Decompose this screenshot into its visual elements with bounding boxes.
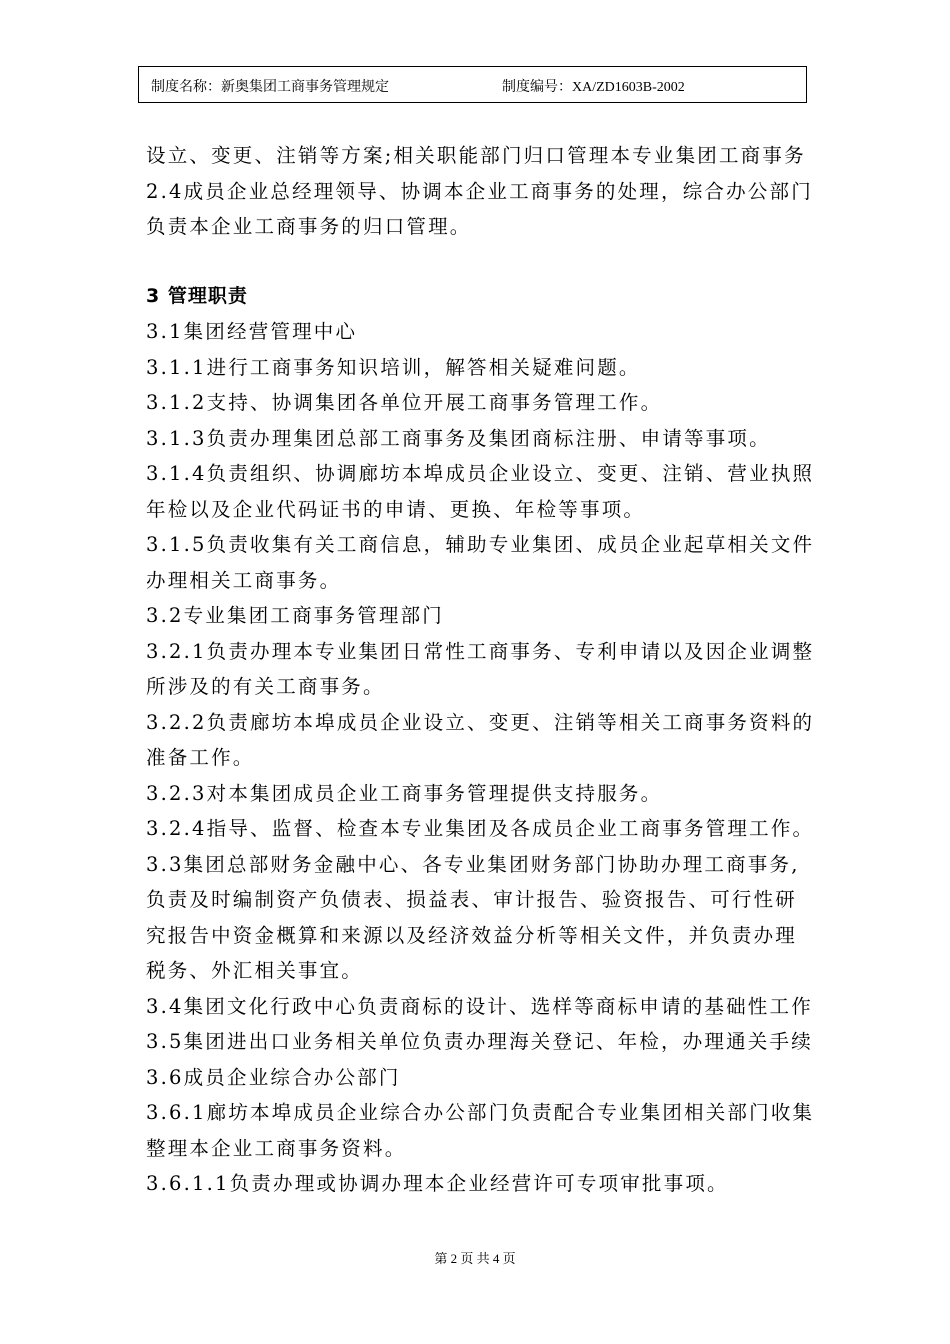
text-line: 究报告中资金概算和来源以及经济效益分析等相关文件，并负责办理 bbox=[146, 923, 798, 947]
text-line: 3.1.2支持、协调集团各单位开展工商事务管理工作。 bbox=[146, 391, 663, 414]
page-number: 第 2 页 共 4 页 bbox=[434, 1251, 516, 1266]
text-line: 年检以及企业代码证书的申请、更换、年检等事项。 bbox=[146, 497, 646, 521]
text-line: 所涉及的有关工商事务。 bbox=[146, 675, 385, 698]
text-line: 3.2.4指导、监督、检查本专业集团及各成员企业工商事务管理工作。 bbox=[146, 817, 815, 840]
document-name: 制度名称：新奥集团工商事务管理规定 bbox=[151, 80, 389, 95]
document-header bbox=[138, 66, 807, 103]
text-line: 3.2.2负责廊坊本埠成员企业设立、变更、注销等相关工商事务资料的 bbox=[146, 710, 815, 734]
text-line: 3.5集团进出口业务相关单位负责办理海关登记、年检，办理通关手续 bbox=[146, 1030, 813, 1053]
text-line: 3.4集团文化行政中心负责商标的设计、选样等商标申请的基础性工作 bbox=[146, 994, 813, 1018]
document-code: 制度编号：XA/ZD1603B-2002 bbox=[502, 80, 685, 95]
text-line: 3.6成员企业综合办公部门 bbox=[146, 1065, 401, 1089]
text-line: 税务、外汇相关事宜。 bbox=[146, 959, 364, 982]
text-line: 整理本企业工商事务资料。 bbox=[146, 1136, 407, 1160]
text-line: 3.2.1负责办理本专业集团日常性工商事务、专利申请以及因企业调整 bbox=[146, 639, 815, 663]
text-line: 2.4成员企业总经理领导、协调本企业工商事务的处理，综合办公部门 bbox=[146, 179, 813, 203]
text-line: 准备工作。 bbox=[146, 746, 255, 769]
text-line: 负责本企业工商事务的归口管理。 bbox=[146, 215, 472, 238]
text-line: 3.2专业集团工商事务管理部门 bbox=[146, 604, 445, 627]
text-line: 3.1.1进行工商事务知识培训，解答相关疑难问题。 bbox=[146, 355, 641, 379]
text-line: 3.6.1廊坊本埠成员企业综合办公部门负责配合专业集团相关部门收集 bbox=[146, 1101, 815, 1124]
text-line: 负责及时编制资产负债表、损益表、审计报告、验资报告、可行性研 bbox=[146, 888, 798, 911]
text-line: 3.1集团经营管理中心 bbox=[146, 320, 358, 343]
text-line: 3.3集团总部财务金融中心、各专业集团财务部门协助办理工商事务, bbox=[146, 852, 800, 876]
text-line: 3.1.4负责组织、协调廊坊本埠成员企业设立、变更、注销、营业执照 bbox=[146, 462, 815, 485]
section-title: 3 管理职责 bbox=[146, 284, 248, 307]
text-line: 设立、变更、注销等方案;相关职能部门归口管理本专业集团工商事务 bbox=[146, 144, 806, 167]
text-line: 3.1.3负责办理集团总部工商事务及集团商标注册、申请等事项。 bbox=[146, 426, 771, 450]
text-line: 3.2.3对本集团成员企业工商事务管理提供支持服务。 bbox=[146, 781, 663, 805]
text-line: 办理相关工商事务。 bbox=[146, 568, 342, 592]
text-line: 3.6.1.1负责办理或协调办理本企业经营许可专项审批事项。 bbox=[146, 1172, 729, 1195]
document-body bbox=[146, 138, 836, 1202]
page-footer bbox=[0, 1248, 950, 1267]
text-line: 3.1.5负责收集有关工商信息，辅助专业集团、成员企业起草相关文件 bbox=[146, 533, 815, 556]
